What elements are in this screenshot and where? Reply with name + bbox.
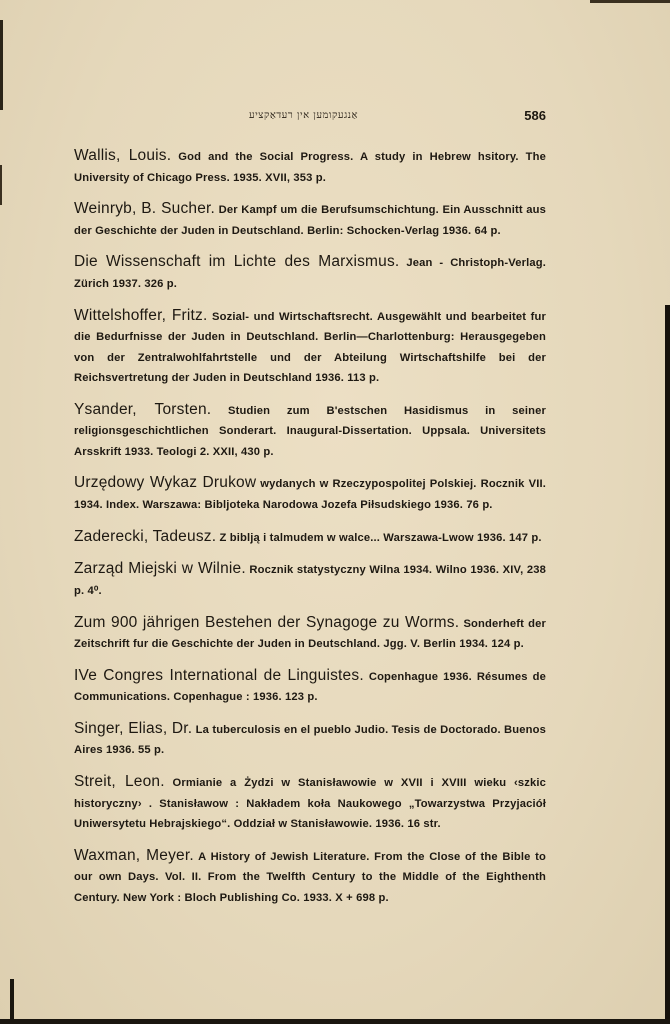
bibliography-entry <box>74 199 546 241</box>
entry-heading: Wallis, Louis. <box>74 147 172 164</box>
entry-heading: Zaderecki, Tadeusz. <box>74 527 217 545</box>
entry-heading: Singer, Elias, Dr. <box>74 719 193 737</box>
entry-heading: Die Wissenschaft im Lichte des Marxismus. <box>74 253 400 271</box>
entry-heading: Urzędowy Wykaz Drukow <box>74 474 257 492</box>
entry-text: La tuberculosis en el pueblo Judio. Tesis de Doctorado. Buenos Aires 1936. 55 p. <box>74 723 546 757</box>
entry-text: Jean - Christoph-Verlag. Zürich 1937. 326 p. <box>74 257 546 290</box>
entry-text: wydanych w Rzeczypospolitej Polskiej. Rocznik VII. 1934. Index. Warszawa: Bibljoteka Narodowa Jozefa Piłsudskiego 1936. 76 p. <box>74 478 546 511</box>
entry-text: Ormianie a Żydzi w Stanisławowie w XVII i XVIII wieku ‹szkic historyczny› . Stanisławow : Nakładem koła Naukowego „Towarzystwa Przyjaciół Uniwersytetu Hebrajskiego“. Oddział w Stanisławowie. 1936. 16 str. <box>74 777 546 831</box>
entry-heading: IVe Congres International de Linguistes. <box>74 666 364 684</box>
entry-heading: Zarząd Miejski w Wilnie. <box>74 560 246 578</box>
entry-text: Z biblją i talmudem w walce... Warszawa-Lwow 1936. 147 p. <box>219 531 542 544</box>
page-edge-shadow <box>0 20 3 110</box>
bibliography-entry <box>74 613 546 655</box>
entry-text: Copenhague 1936. Résumes de Communications. Copenhague : 1936. 123 p. <box>74 670 546 704</box>
entry-heading: Ysander, Torsten. <box>74 400 212 418</box>
entry-text: Sonderheft der Zeitschrift fur die Geschichte der Juden in Deutschland. Jgg. V. Berlin 1934. 124 p. <box>74 617 547 650</box>
bibliography-entry <box>74 473 546 515</box>
entry-heading: Zum 900 jährigen Bestehen der Synagoge zu Worms. <box>74 613 460 631</box>
entry-text: Sozial- und Wirtschaftsrecht. Ausgewählt und bearbeitet fur die Bedurfnisse der Juden in Deutschland. Berlin—Charlottenburg: Herausgegeben von der Zentralwohlfahrtstelle und der Abteilung Wirtschaftshilfe bei der Reichsvertretung der Juden in Deutschland 1936. 113 p. <box>74 310 547 385</box>
entry-text: God and the Social Progress. A study in Hebrew hsitory. The University of Chicago Press. 1935. XVII, 353 p. <box>74 151 547 184</box>
page-edge-shadow <box>665 305 670 1024</box>
bibliography-entry <box>74 306 546 389</box>
entry-heading: Waxman, Meyer. <box>74 846 194 864</box>
page-edge-shadow <box>0 1019 670 1024</box>
page-edge-shadow <box>0 165 2 205</box>
bibliography-list <box>74 146 546 913</box>
entry-heading: Weinryb, B. Sucher. <box>74 200 216 218</box>
bibliography-entry <box>74 846 546 909</box>
page-number: 586 <box>524 108 546 123</box>
entry-text: Der Kampf um die Berufsumschichtung. Ein Ausschnitt aus der Geschichte der Juden in Deutschland. Berlin: Schocken-Verlag 1936. 64 p. <box>74 204 547 237</box>
page-edge-shadow <box>10 979 14 1019</box>
bibliography-entry <box>74 146 546 188</box>
entry-text: A History of Jewish Literature. From the Close of the Bible to our own Days. Vol. II. From the Twelfth Century to the Middle of the Eighthenth Century. New York : Bloch Publishing Co. 1933. X + 698 p. <box>74 850 547 904</box>
entry-heading: Wittelshoffer, Fritz. <box>74 306 208 324</box>
bibliography-entry <box>74 719 546 761</box>
bibliography-entry <box>74 559 546 601</box>
bibliography-entry <box>74 527 546 549</box>
entry-text: Rocznik statystyczny Wilna 1934. Wilno 1936. XIV, 238 p. 4⁰. <box>74 564 546 597</box>
running-title: אַנגעקומען אין רעדאַקציע <box>249 110 359 121</box>
bibliography-entry <box>74 772 546 835</box>
entry-text: Studien zum B'estschen Hasidismus in seiner religionsgeschichtlichen Sonderart. Inaugural-Dissertation. Uppsala. Universitets Arsskrift 1933. Teologi 2. XXII, 430 p. <box>74 404 546 458</box>
bibliography-entry <box>74 400 546 463</box>
entry-heading: Streit, Leon. <box>74 773 165 791</box>
page-edge-shadow <box>590 0 670 3</box>
page-header <box>74 108 546 128</box>
bibliography-entry <box>74 666 546 708</box>
bibliography-entry <box>74 252 546 294</box>
